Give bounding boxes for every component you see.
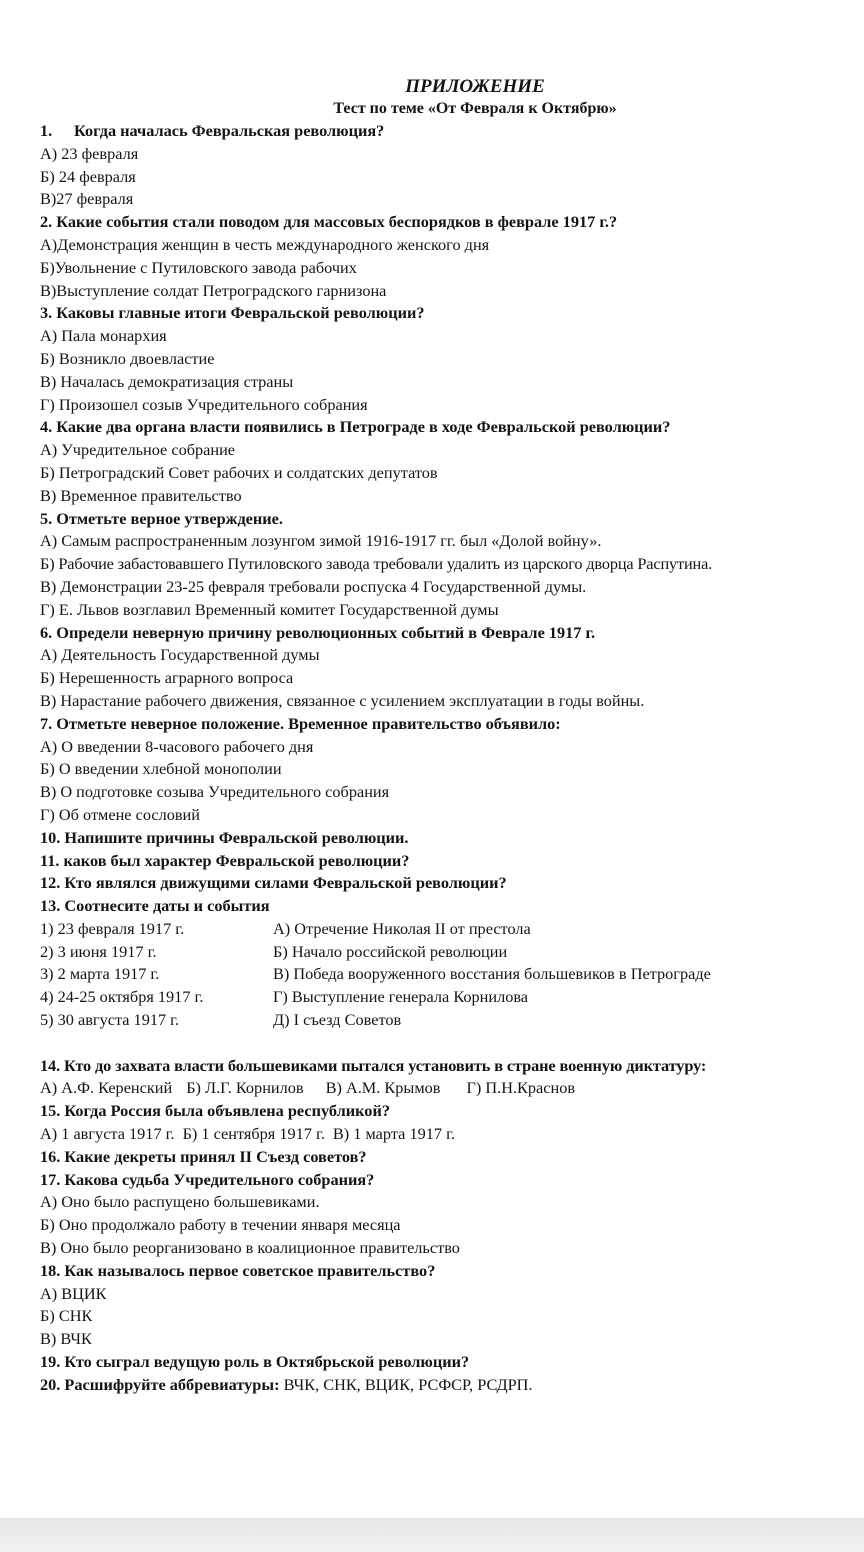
question-1	[40, 120, 850, 143]
question-20-abbreviations: ВЧК, СНК, ВЦИК, РСФСР, РСДРП.	[283, 1374, 533, 1394]
answer-option: Г) Об отмене сословий	[40, 804, 200, 824]
matching-row	[40, 986, 850, 1009]
answer-option: Б) 24 февраля	[40, 166, 136, 186]
question-11: 11. каков был характер Февральской революции?	[40, 850, 410, 870]
question-4: 4. Какие два органа власти появились в Петрограде в ходе Февральской революции?	[40, 417, 671, 437]
matching-date: 3) 2 марта 1917 г.	[40, 964, 160, 984]
answer-option: А) Самым распространенным лозунгом зимой 1916-1917 гг. был «Долой войну».	[40, 531, 602, 551]
question-10: 10. Напишите причины Февральской революции.	[40, 827, 409, 847]
answer-option: Б) СНК	[40, 1306, 93, 1326]
matching-event: Б) Начало российской революции	[273, 941, 508, 961]
answer-option: Б) 1 сентября 1917 г.	[182, 1124, 325, 1144]
answer-option: Б) Л.Г. Корнилов	[186, 1078, 304, 1098]
question-1-number: 1.	[40, 121, 53, 140]
matching-event: А) Отречение Николая II от престола	[273, 918, 531, 938]
answer-option: Б) Петроградский Совет рабочих и солдатских депутатов	[40, 462, 438, 482]
question-5: 5. Отметьте верное утверждение.	[40, 508, 283, 528]
matching-row	[40, 963, 850, 986]
answer-option: Г) П.Н.Краснов	[466, 1078, 576, 1098]
question-14: 14. Кто до захвата власти большевиками пытался установить в стране военную диктатуру:	[40, 1055, 707, 1075]
matching-date: 4) 24-25 октября 1917 г.	[40, 987, 204, 1007]
question-3: 3. Каковы главные итоги Февральской революции?	[40, 303, 425, 323]
answer-option: А) ВЦИК	[40, 1283, 107, 1303]
answer-option: В) О подготовке созыва Учредительного собрания	[40, 782, 390, 802]
answer-option: В) А.М. Крымов	[325, 1078, 441, 1098]
answer-option: Б) Оно продолжало работу в течении января месяца	[40, 1215, 401, 1235]
answer-option: В) Демонстрации 23-25 февраля требовали роспуска 4 Государственной думы.	[40, 576, 587, 596]
matching-event: Г) Выступление генерала Корнилова	[273, 987, 529, 1007]
document-content	[40, 76, 850, 1397]
question-15: 15. Когда Россия была объявлена республикой?	[40, 1101, 390, 1121]
document-subtitle: Тест по теме «От Февраля к Октябрю»	[333, 100, 617, 117]
blank-line	[40, 1032, 850, 1055]
matching-row	[40, 1009, 850, 1032]
answer-option: Г) Е. Львов возглавил Временный комитет Государственной думы	[40, 599, 499, 619]
viewer-bottom-bar	[0, 1518, 864, 1552]
answer-option: А) Учредительное собрание	[40, 440, 236, 460]
answer-option: В) ВЧК	[40, 1329, 92, 1349]
answer-option: А) О введении 8-часового рабочего дня	[40, 736, 314, 756]
matching-row	[40, 941, 850, 964]
question-18: 18. Как называлось первое советское правительство?	[40, 1260, 436, 1280]
answer-option: А)Демонстрация женщин в честь международного женского дня	[40, 234, 490, 254]
question-1-text: Когда началась Февральская революция?	[74, 121, 385, 140]
question-13: 13. Соотнесите даты и события	[40, 896, 270, 916]
answer-option: В) Временное правительство	[40, 485, 242, 505]
answer-option: В) Оно было реорганизовано в коалиционное правительство	[40, 1238, 460, 1258]
question-7: 7. Отметьте неверное положение. Временное правительство объявило:	[40, 713, 561, 733]
answer-option: А) Пала монархия	[40, 326, 167, 346]
answer-option: А) А.Ф. Керенский	[40, 1078, 173, 1098]
answer-option: В)Выступление солдат Петроградского гарнизона	[40, 280, 387, 300]
question-20	[40, 1374, 850, 1397]
matching-date: 5) 30 августа 1917 г.	[40, 1010, 180, 1030]
answer-option: Б) О введении хлебной монополии	[40, 759, 282, 779]
question-16: 16. Какие декреты принял II Съезд советов?	[40, 1146, 367, 1166]
matching-event: В) Победа вооруженного восстания большевиков в Петрограде	[273, 964, 711, 984]
answer-option: А) 1 августа 1917 г.	[40, 1124, 175, 1144]
matching-event: Д) I съезд Советов	[273, 1010, 402, 1030]
answer-option: Б) Нерешенность аграрного вопроса	[40, 668, 294, 688]
answer-option: В) Началась демократизация страны	[40, 371, 294, 391]
answer-option: Б) Рабочие забастовавшего Путиловского завода требовали удалить из царского дворца Распутина.	[40, 554, 713, 574]
question-2: 2. Какие события стали поводом для массовых беспорядков в феврале 1917 г.?	[40, 212, 618, 232]
answer-option: В) 1 марта 1917 г.	[332, 1124, 455, 1144]
question-6: 6. Определи неверную причину революционных событий в Феврале 1917 г.	[40, 622, 596, 642]
answer-option: А) Оно было распущено большевиками.	[40, 1192, 320, 1212]
matching-date: 2) 3 июня 1917 г.	[40, 941, 157, 961]
document-heading: ПРИЛОЖЕНИЕ	[405, 76, 545, 97]
question-19: 19. Кто сыграл ведущую роль в Октябрьской революции?	[40, 1352, 470, 1372]
question-20-text: 20. Расшифруйте аббревиатуры:	[40, 1374, 280, 1394]
question-12: 12. Кто являлся движущими силами Февральской революции?	[40, 873, 507, 893]
answer-options-row	[40, 1077, 850, 1100]
answer-option: А) 23 февраля	[40, 143, 139, 163]
answer-option: Б) Возникло двоевластие	[40, 348, 215, 368]
matching-date: 1) 23 февраля 1917 г.	[40, 918, 185, 938]
answer-options-row	[40, 1123, 850, 1146]
answer-option: Г) Произошел созыв Учредительного собрания	[40, 394, 368, 414]
question-17: 17. Какова судьба Учредительного собрания?	[40, 1169, 375, 1189]
answer-option: А) Деятельность Государственной думы	[40, 645, 320, 665]
matching-row	[40, 918, 850, 941]
answer-option: В)27 февраля	[40, 189, 134, 209]
answer-option: В) Нарастание рабочего движения, связанное с усилением эксплуатации в годы войны.	[40, 690, 645, 710]
answer-option: Б)Увольнение с Путиловского завода рабочих	[40, 257, 357, 277]
